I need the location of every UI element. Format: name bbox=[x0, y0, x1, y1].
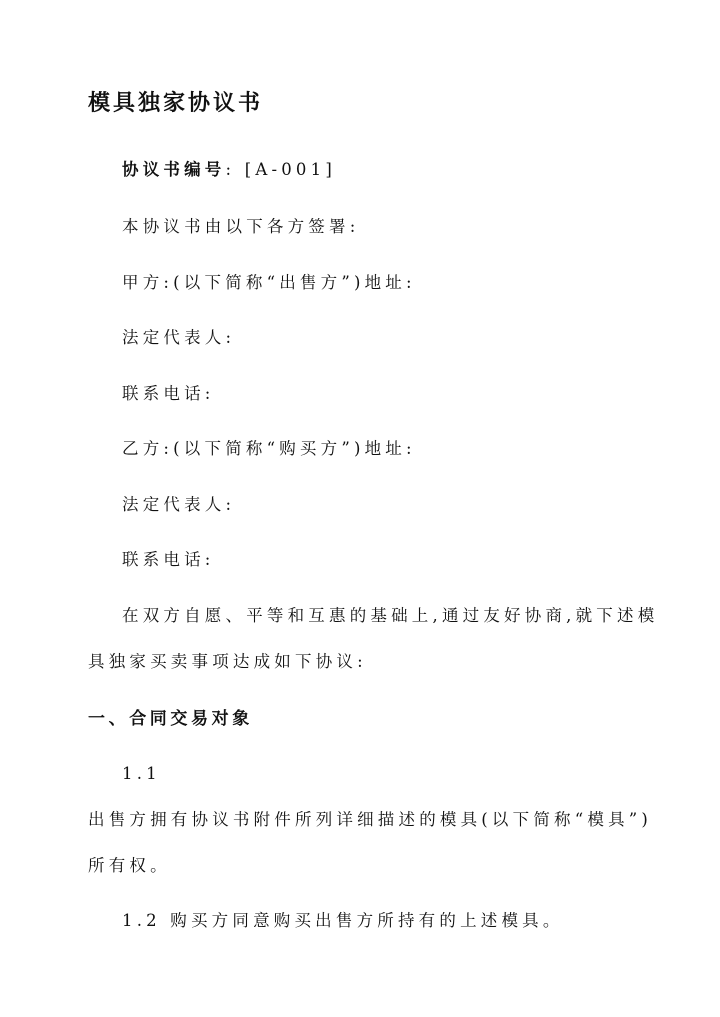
party-a-address: 甲方:(以下简称“出售方”)地址: bbox=[122, 273, 416, 292]
party-a-phone: 联系电话: bbox=[122, 384, 215, 403]
section-1-heading: 一、合同交易对象 bbox=[88, 709, 253, 729]
agreement-number-line bbox=[122, 156, 336, 180]
preamble-line-2: 具独家买卖事项达成如下协议: bbox=[88, 652, 367, 671]
party-b-phone: 联系电话: bbox=[122, 550, 215, 569]
agreement-number-label: 协议书编号 bbox=[122, 160, 226, 179]
party-b-representative: 法定代表人: bbox=[122, 495, 236, 514]
agreement-number-value: : [A-001] bbox=[225, 160, 336, 179]
document-title: 模具独家协议书 bbox=[88, 90, 264, 116]
clause-1-1-number: 1.1 bbox=[122, 764, 161, 783]
preamble-line-1: 在双方自愿、平等和互惠的基础上,通过友好协商,就下述模 bbox=[122, 606, 659, 625]
clause-1-1-line-1: 出售方拥有协议书附件所列详细描述的模具(以下简称“模具”) bbox=[88, 810, 653, 829]
party-b-address: 乙方:(以下简称“购买方”)地址: bbox=[122, 439, 416, 458]
intro-text: 本协议书由以下各方签署: bbox=[122, 217, 360, 236]
clause-1-1-line-2: 所有权。 bbox=[88, 856, 171, 875]
party-a-representative: 法定代表人: bbox=[122, 328, 236, 347]
clause-1-2: 1.2 购买方同意购买出售方所持有的上述模具。 bbox=[122, 911, 564, 930]
